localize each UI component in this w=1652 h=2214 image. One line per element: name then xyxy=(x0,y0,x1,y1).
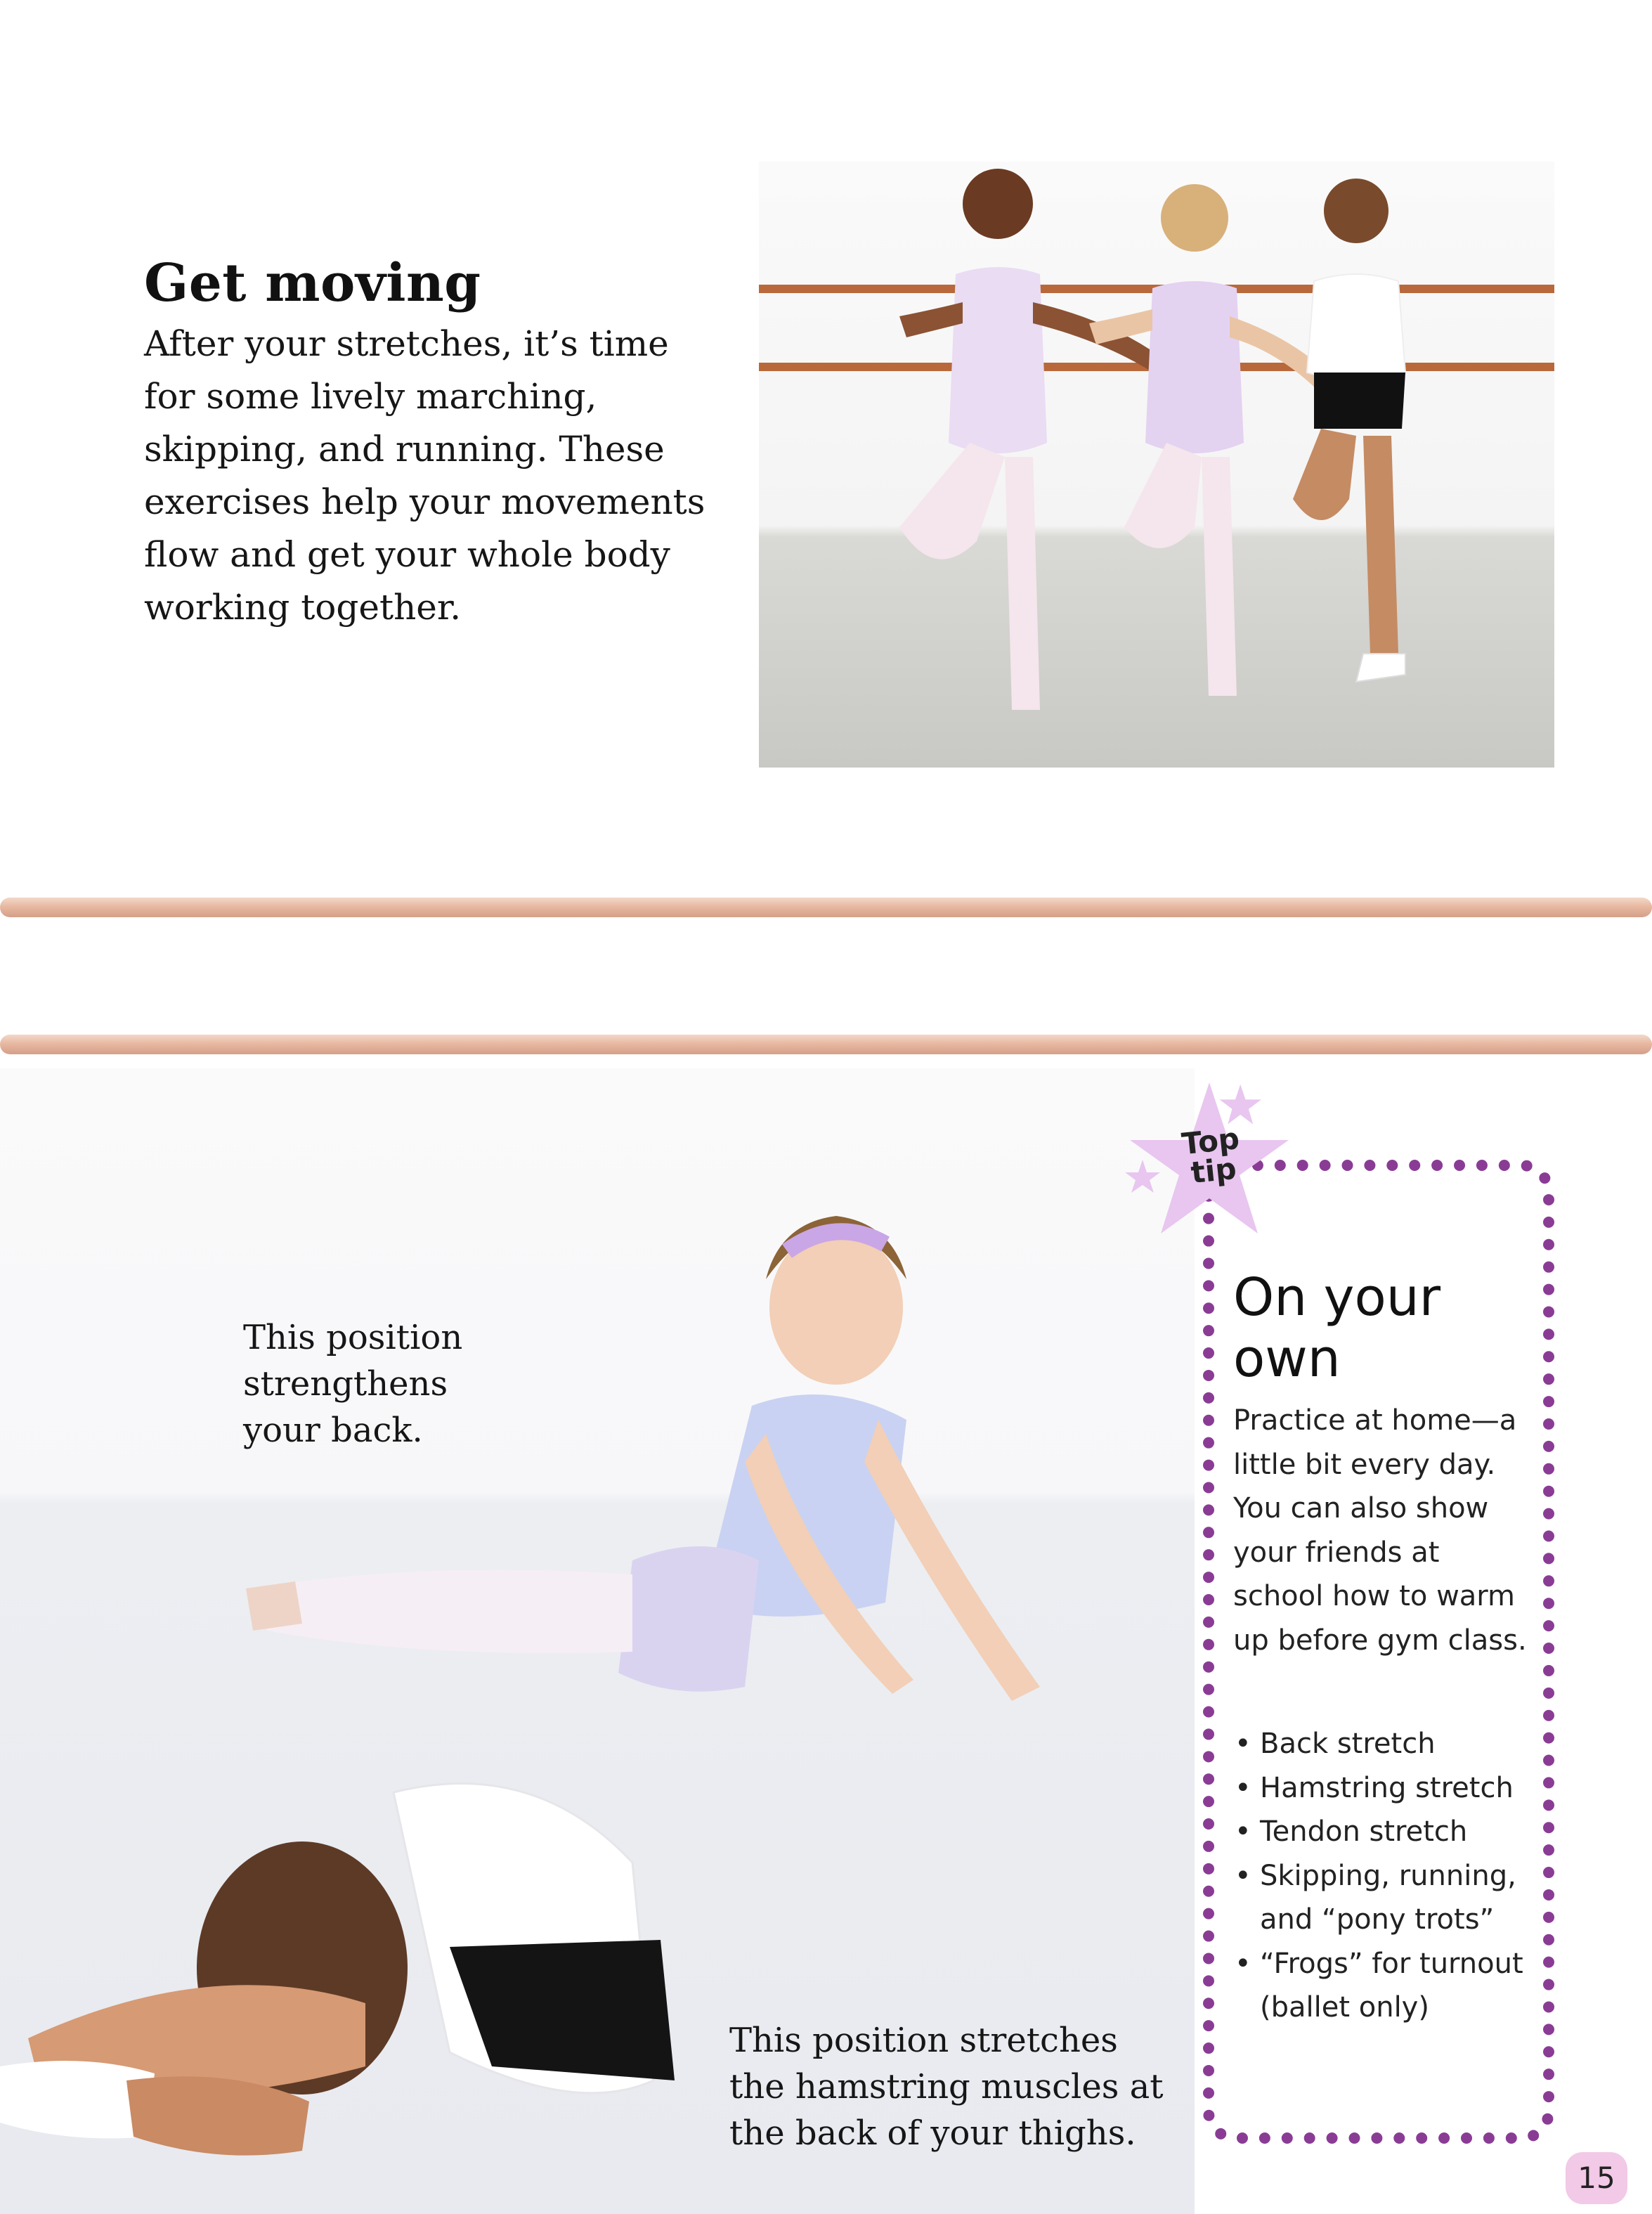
tip-body: Practice at home—a little bit every day. You can also show your friends at school how to warm up before gym class. xyxy=(1233,1404,1527,1657)
ballet-barre xyxy=(0,898,1652,917)
intro-paragraph: After your stretches, it’s time for some lively marching, skipping, and running. These exercises help your movements flow and get your whole body working together. xyxy=(144,323,705,628)
tip-title: On your own xyxy=(1233,1267,1441,1389)
ballet-barre xyxy=(0,1035,1652,1054)
tip-list-item: • Back stretch xyxy=(1233,1722,1542,1766)
page-number: 15 xyxy=(1566,2152,1627,2204)
marching-dancers-illustration xyxy=(759,162,1554,768)
tip-list-item: • Skipping, running, and “pony trots” xyxy=(1233,1854,1542,1942)
marching-dancers-photo xyxy=(759,162,1554,768)
section-heading: Get moving xyxy=(144,253,481,313)
hamstring-stretch-caption: This position stretches the hamstring muscles at the back of your thighs. xyxy=(729,2021,1164,2153)
tip-list-item: • Hamstring stretch xyxy=(1233,1766,1542,1811)
back-stretch-caption: This position strengthens your back. xyxy=(243,1318,463,1450)
top-tip-badge: Top tip xyxy=(1180,1120,1242,1191)
tip-list-item: • Tendon stretch xyxy=(1233,1810,1542,1854)
tip-list-item: • “Frogs” for turnout (ballet only) xyxy=(1233,1942,1542,2030)
tip-list xyxy=(1233,1722,1542,2030)
